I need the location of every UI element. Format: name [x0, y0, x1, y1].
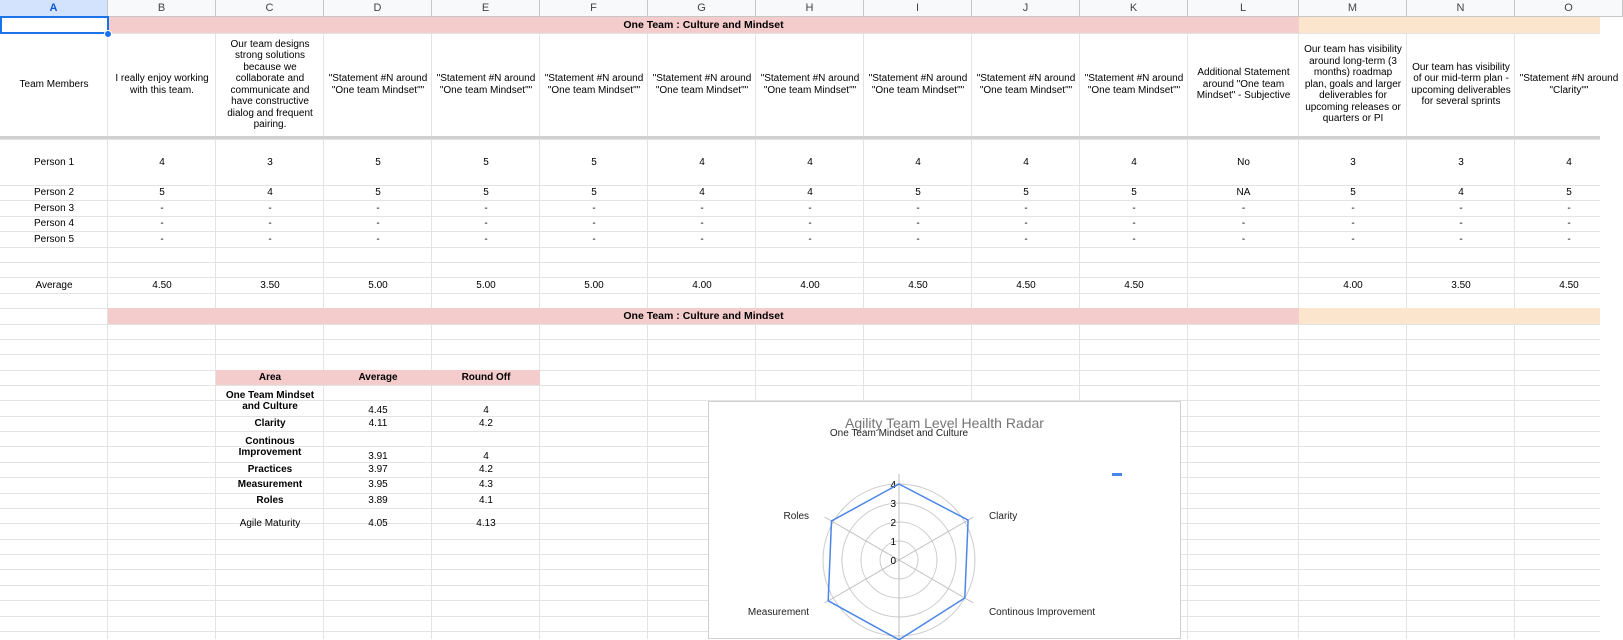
- score-cell[interactable]: -: [808, 202, 812, 214]
- score-cell[interactable]: -: [1351, 233, 1355, 245]
- score-cell[interactable]: -: [268, 202, 272, 214]
- score-cell[interactable]: -: [484, 202, 488, 214]
- radar-tick-label: 4: [890, 480, 896, 491]
- column-header-o[interactable]: O: [1515, 0, 1623, 17]
- selected-cell-a1[interactable]: [0, 16, 109, 34]
- legend-swatch[interactable]: [1112, 473, 1122, 476]
- score-cell[interactable]: -: [268, 233, 272, 245]
- score-cell[interactable]: -: [700, 233, 704, 245]
- score-cell[interactable]: 5: [591, 187, 597, 198]
- summary-round-off[interactable]: 4: [483, 451, 489, 462]
- score-cell[interactable]: 5: [483, 156, 489, 168]
- score-cell[interactable]: -: [160, 202, 164, 214]
- header-m[interactable]: Our team has visibility around long-term (3 months) roadmap plan, goals and larger deliverables for upcoming releases or quarters or PI: [1304, 44, 1402, 125]
- score-cell[interactable]: -: [700, 218, 704, 229]
- score-cell[interactable]: -: [1241, 233, 1246, 245]
- summary-maturity-average[interactable]: 4.05: [368, 518, 388, 529]
- score-cell[interactable]: -: [1567, 233, 1571, 245]
- score-cell[interactable]: 4: [699, 156, 705, 168]
- score-cell[interactable]: -: [592, 233, 596, 245]
- score-cell[interactable]: 4: [699, 187, 705, 198]
- score-cell[interactable]: 5: [1131, 187, 1137, 198]
- radar-tick-label: 2: [890, 518, 896, 529]
- average-cell[interactable]: 3.50: [1451, 279, 1471, 291]
- average-cell[interactable]: 4.50: [908, 279, 928, 291]
- radar-tick-label: 0: [890, 556, 896, 567]
- column-header-m[interactable]: M: [1299, 0, 1407, 17]
- score-cell[interactable]: -: [1024, 218, 1028, 229]
- column-header-a[interactable]: A: [0, 0, 108, 17]
- radar-tick-label: 1: [890, 537, 896, 548]
- section-band-top-clarity: [1299, 17, 1600, 33]
- section-band-bottom: One Team : Culture and Mindset: [108, 308, 1299, 324]
- score-cell[interactable]: -: [1241, 202, 1246, 214]
- score-cell[interactable]: 4: [159, 156, 165, 168]
- score-cell[interactable]: 5: [915, 187, 921, 198]
- person-name[interactable]: Person 2: [33, 187, 75, 198]
- average-cell[interactable]: 4.50: [1016, 279, 1036, 291]
- column-header-k[interactable]: K: [1080, 0, 1188, 17]
- score-cell[interactable]: 4: [915, 156, 921, 168]
- summary-area[interactable]: Clarity: [254, 418, 286, 429]
- summary-average[interactable]: 3.95: [368, 479, 388, 490]
- column-header-g[interactable]: G: [648, 0, 756, 17]
- person-name[interactable]: Person 3: [33, 202, 75, 214]
- summary-header[interactable]: Round Off: [432, 370, 540, 385]
- score-cell[interactable]: -: [1132, 218, 1136, 229]
- score-cell[interactable]: 3: [1350, 156, 1356, 168]
- summary-round-off[interactable]: 4: [483, 405, 489, 416]
- header-k[interactable]: "Statement #N around "One team Mindset"": [1084, 73, 1184, 96]
- average-cell[interactable]: 4.50: [1124, 279, 1144, 291]
- score-cell[interactable]: -: [700, 202, 704, 214]
- score-cell[interactable]: 4: [1566, 156, 1572, 168]
- summary-average[interactable]: 3.97: [368, 464, 388, 475]
- summary-maturity-label[interactable]: Agile Maturity: [239, 518, 301, 529]
- person-name[interactable]: Person 5: [33, 233, 75, 245]
- score-cell[interactable]: -: [484, 233, 488, 245]
- column-header-j[interactable]: J: [972, 0, 1080, 17]
- score-cell[interactable]: -: [1567, 202, 1571, 214]
- header-e[interactable]: "Statement #N around "One team Mindset"": [436, 73, 536, 96]
- average-cell[interactable]: [1188, 277, 1299, 293]
- header-f[interactable]: "Statement #N around "One team Mindset"": [544, 73, 644, 96]
- average-label[interactable]: Average: [35, 279, 73, 291]
- average-cell[interactable]: 5.00: [368, 279, 388, 291]
- average-cell[interactable]: 4.00: [800, 279, 820, 291]
- summary-average[interactable]: 3.91: [368, 451, 388, 462]
- gridline-horizontal: [0, 262, 1600, 263]
- score-cell[interactable]: 5: [1350, 187, 1356, 198]
- summary-average[interactable]: 3.89: [368, 495, 388, 506]
- column-header-d[interactable]: D: [324, 0, 432, 17]
- score-cell[interactable]: -: [916, 202, 920, 214]
- radar-series-line[interactable]: [828, 484, 968, 640]
- score-cell[interactable]: -: [376, 218, 380, 229]
- score-cell[interactable]: -: [808, 218, 812, 229]
- score-cell[interactable]: No: [1237, 156, 1250, 168]
- column-header-b[interactable]: B: [108, 0, 216, 17]
- radar-chart[interactable]: [708, 401, 1181, 639]
- average-cell[interactable]: 3.50: [260, 279, 280, 291]
- header-b[interactable]: I really enjoy working with this team.: [115, 73, 209, 96]
- header-n[interactable]: Our team has visibility of our mid-term plan - upcoming deliverables for several sprints: [1411, 61, 1511, 107]
- radar-axis-label: Roles: [783, 511, 810, 522]
- radar-axis-label: Measurement: [747, 607, 810, 618]
- header-o[interactable]: "Statement #N around "Clarity"": [1519, 73, 1619, 96]
- radar-axis-label: One Team Mindset and Culture: [829, 428, 969, 439]
- summary-round-off[interactable]: 4.3: [479, 479, 493, 490]
- score-cell[interactable]: -: [268, 218, 272, 229]
- summary-area[interactable]: Measurement: [237, 479, 303, 490]
- score-cell[interactable]: -: [376, 202, 380, 214]
- summary-area[interactable]: One Team Mindset and Culture: [225, 389, 315, 412]
- person-name[interactable]: Person 4: [33, 218, 75, 229]
- radar-axis-label: Clarity: [988, 511, 1018, 522]
- score-cell[interactable]: 4: [267, 187, 273, 198]
- summary-area[interactable]: Continous Improvement: [238, 435, 302, 458]
- summary-round-off[interactable]: 4.2: [479, 418, 493, 429]
- header-j[interactable]: "Statement #N around "One team Mindset"": [976, 73, 1076, 96]
- gridline-horizontal: [0, 293, 1600, 294]
- radar-axis-label: Continous Improvement: [988, 607, 1096, 618]
- score-cell[interactable]: 5: [591, 156, 597, 168]
- summary-round-off[interactable]: 4.1: [479, 495, 493, 506]
- score-cell[interactable]: 3: [1458, 156, 1464, 168]
- score-cell[interactable]: -: [916, 233, 920, 245]
- score-cell[interactable]: -: [1024, 202, 1028, 214]
- score-cell[interactable]: -: [1459, 218, 1463, 229]
- person-name[interactable]: Person 1: [33, 156, 75, 168]
- summary-average[interactable]: 4.45: [368, 405, 388, 416]
- radar-tick-label: 3: [890, 499, 896, 510]
- gridline-horizontal: [0, 247, 1600, 248]
- column-header-l[interactable]: L: [1188, 0, 1299, 17]
- score-cell[interactable]: -: [1351, 202, 1355, 214]
- score-cell[interactable]: -: [592, 202, 596, 214]
- score-cell[interactable]: 4: [1023, 156, 1029, 168]
- average-cell[interactable]: 4.00: [692, 279, 712, 291]
- score-cell[interactable]: 4: [1458, 187, 1464, 198]
- score-cell[interactable]: 5: [1023, 187, 1029, 198]
- score-cell[interactable]: -: [592, 218, 596, 229]
- score-cell[interactable]: 3: [267, 156, 273, 168]
- gridline-horizontal: [0, 324, 1600, 325]
- gridline-horizontal: [0, 339, 1600, 340]
- average-cell[interactable]: 4.00: [1343, 279, 1363, 291]
- column-header-f[interactable]: F: [540, 0, 648, 17]
- summary-area[interactable]: Roles: [256, 495, 284, 506]
- summary-average[interactable]: 4.11: [368, 418, 388, 429]
- score-cell[interactable]: -: [1459, 233, 1463, 245]
- score-cell[interactable]: 5: [483, 187, 489, 198]
- score-cell[interactable]: 5: [375, 187, 381, 198]
- header-i[interactable]: "Statement #N around "One team Mindset"": [868, 73, 968, 96]
- score-cell[interactable]: -: [484, 218, 488, 229]
- score-cell[interactable]: -: [160, 218, 164, 229]
- score-cell[interactable]: 5: [1566, 187, 1572, 198]
- column-header-h[interactable]: H: [756, 0, 864, 17]
- header-team-members[interactable]: Team Members: [19, 78, 89, 90]
- score-cell[interactable]: NA: [1236, 187, 1251, 198]
- header-h[interactable]: "Statement #N around "One team Mindset"": [760, 73, 860, 96]
- chart-title: Agility Team Level Health Radar: [845, 415, 1044, 431]
- section-band-top: One Team : Culture and Mindset: [108, 17, 1299, 33]
- header-c[interactable]: Our team designs strong solutions because we collaborate and communicate and have constructive dialog and frequent pairing.: [227, 38, 313, 130]
- summary-header[interactable]: Average: [324, 370, 432, 385]
- score-cell[interactable]: 4: [807, 156, 813, 168]
- score-cell[interactable]: 4: [1131, 156, 1137, 168]
- header-l[interactable]: Additional Statement around "One team Mindset" - Subjective: [1196, 67, 1291, 102]
- header-d[interactable]: "Statement #N around "One team Mindset"": [328, 73, 428, 96]
- summary-round-off[interactable]: 4.2: [479, 464, 493, 475]
- score-cell[interactable]: -: [1132, 202, 1136, 214]
- column-header-e[interactable]: E: [432, 0, 540, 17]
- average-cell[interactable]: 4.50: [152, 279, 172, 291]
- score-cell[interactable]: -: [1567, 218, 1571, 229]
- score-cell[interactable]: 5: [375, 156, 381, 168]
- score-cell[interactable]: -: [1459, 202, 1463, 214]
- score-cell[interactable]: -: [160, 233, 164, 245]
- score-cell[interactable]: 4: [807, 187, 813, 198]
- average-cell[interactable]: 4.50: [1559, 279, 1579, 291]
- score-cell[interactable]: 5: [159, 187, 165, 198]
- gridline-horizontal: [0, 354, 1600, 355]
- column-header-i[interactable]: I: [864, 0, 972, 17]
- score-cell[interactable]: -: [916, 218, 920, 229]
- average-cell[interactable]: 5.00: [584, 279, 604, 291]
- score-cell[interactable]: -: [1024, 233, 1028, 245]
- summary-area[interactable]: Practices: [247, 464, 293, 475]
- column-header-c[interactable]: C: [216, 0, 324, 17]
- score-cell[interactable]: -: [808, 233, 812, 245]
- score-cell[interactable]: -: [1241, 218, 1246, 229]
- header-g[interactable]: "Statement #N around "One team Mindset"": [652, 73, 752, 96]
- score-cell[interactable]: -: [1132, 233, 1136, 245]
- score-cell[interactable]: -: [376, 233, 380, 245]
- section-band-bottom-clarity: [1299, 308, 1600, 324]
- radar-plot: [709, 402, 1182, 640]
- column-header-n[interactable]: N: [1407, 0, 1515, 17]
- average-cell[interactable]: 5.00: [476, 279, 496, 291]
- score-cell[interactable]: -: [1351, 218, 1355, 229]
- summary-header[interactable]: Area: [216, 370, 324, 385]
- summary-maturity-round-off[interactable]: 4.13: [476, 518, 496, 529]
